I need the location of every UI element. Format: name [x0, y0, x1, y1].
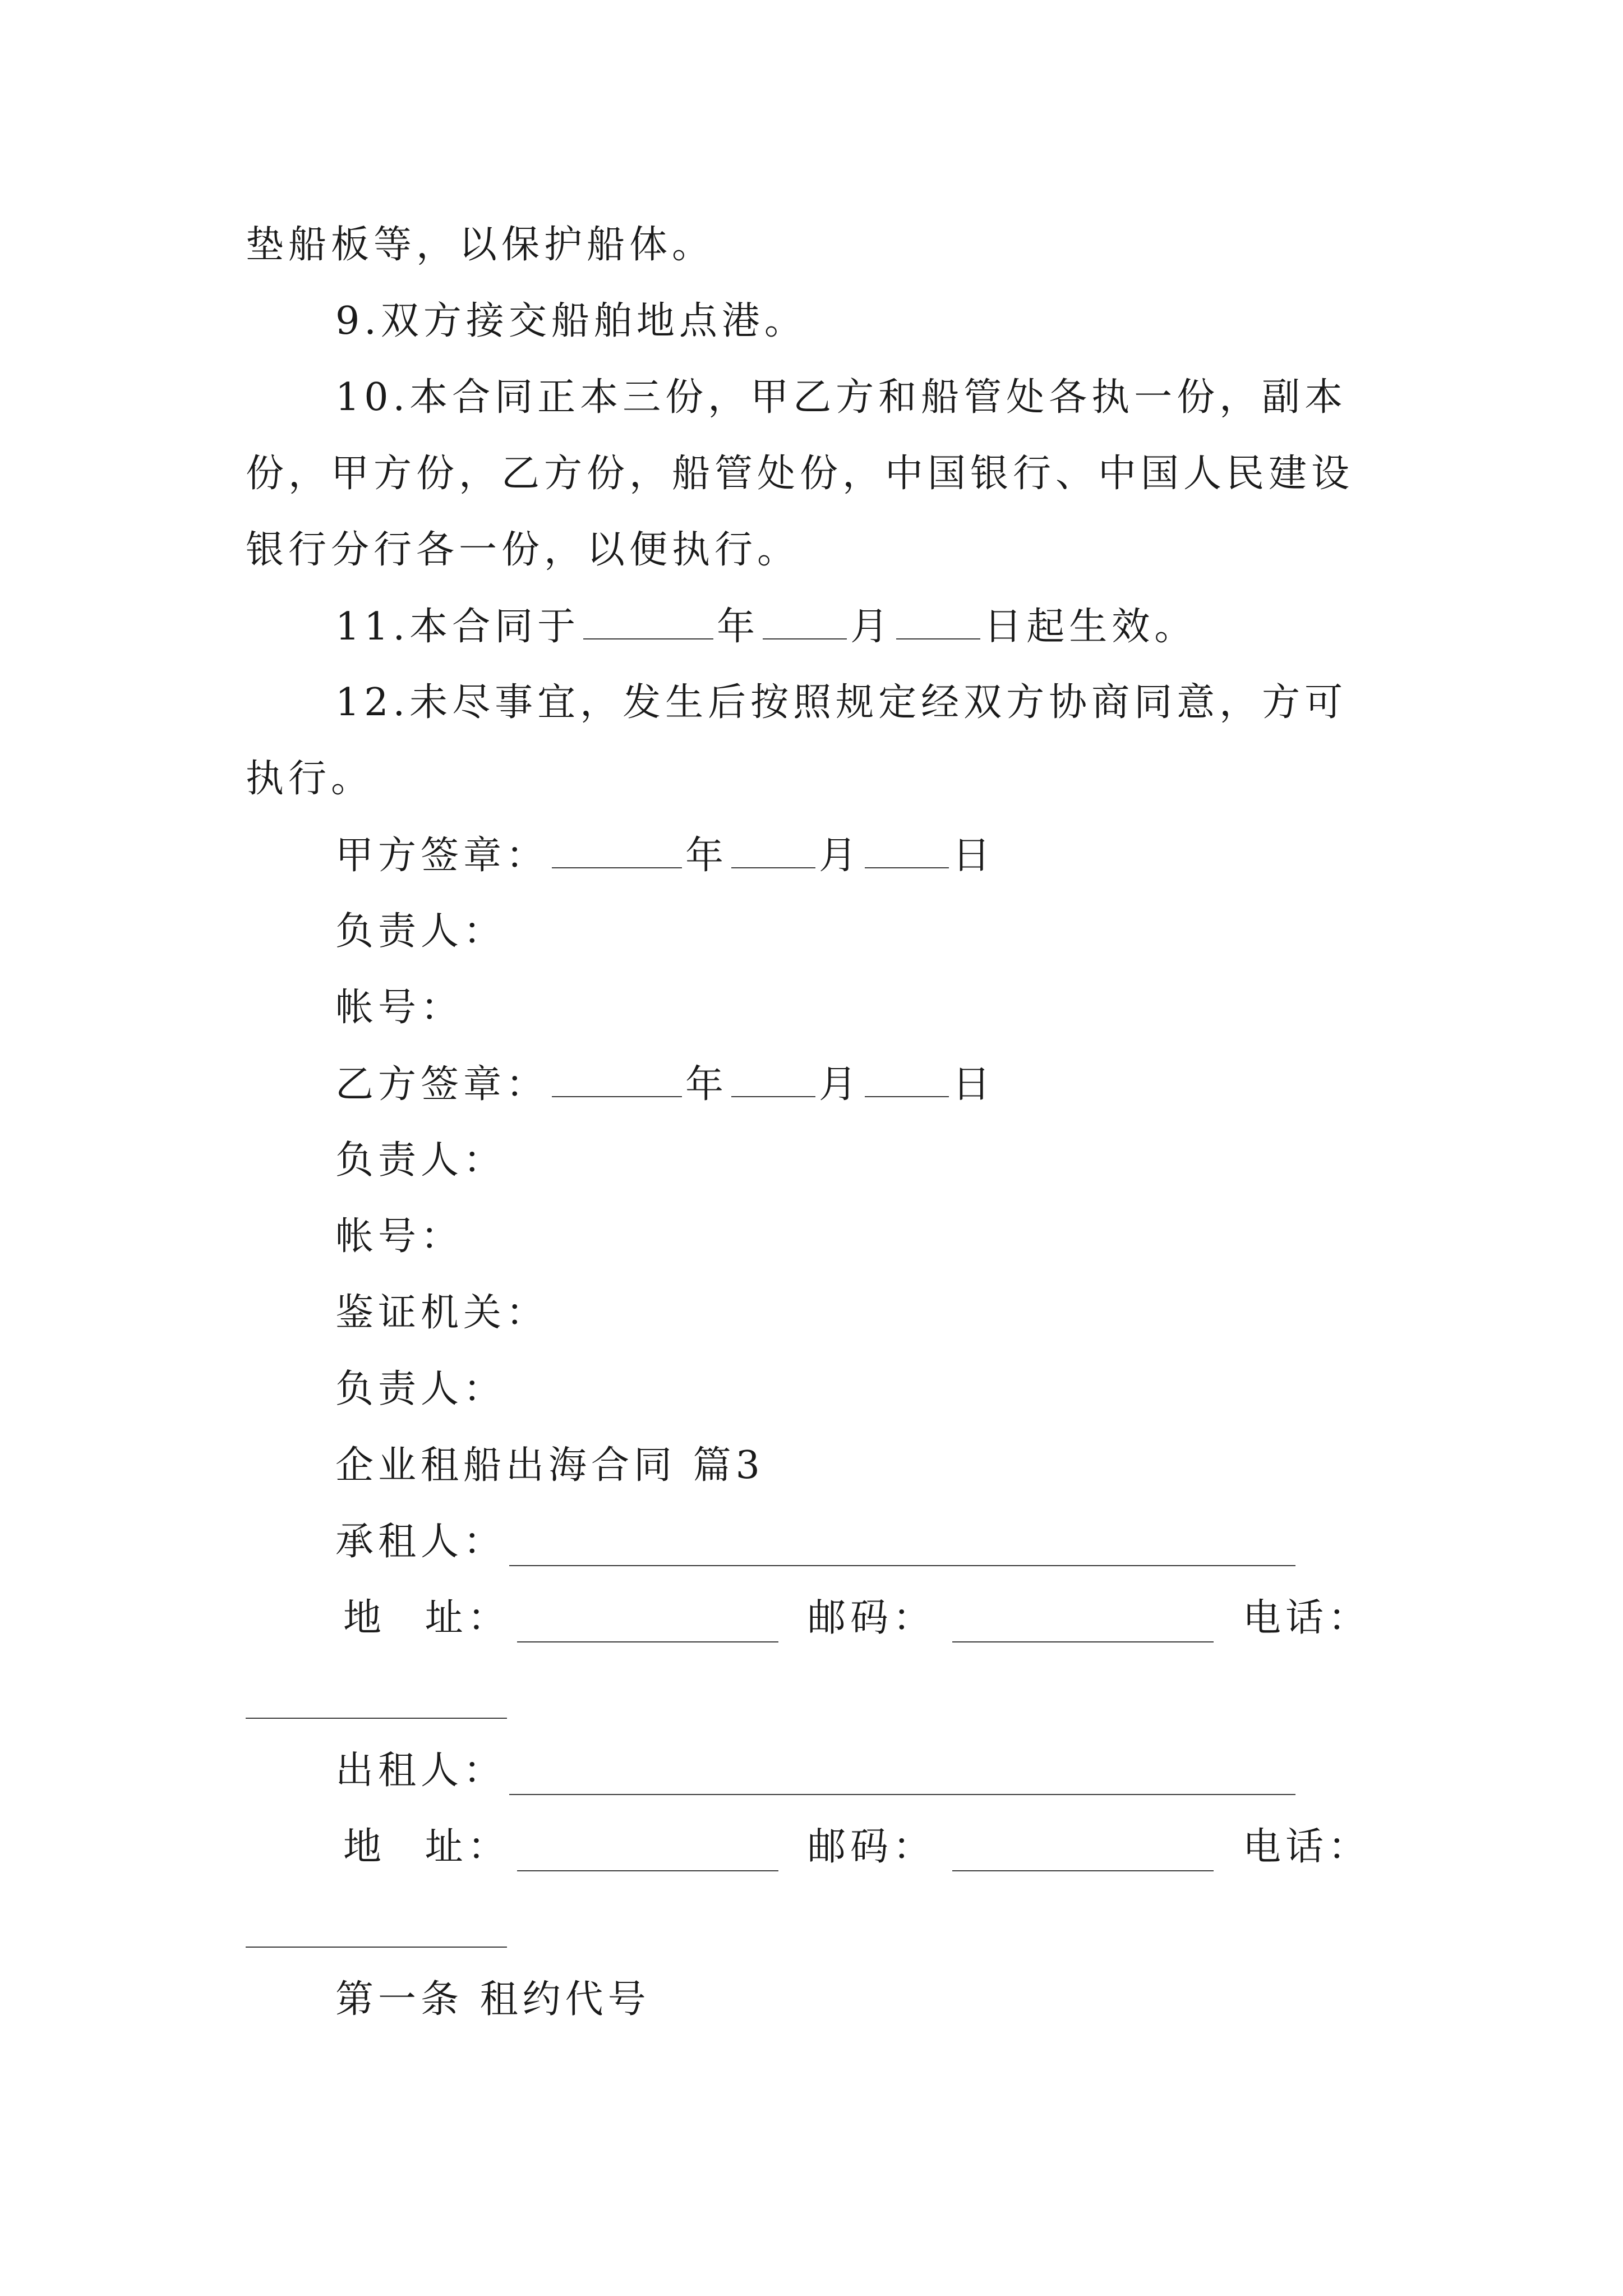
- party-b-person: 负责人：: [335, 1138, 506, 1182]
- lessor-address-label: 地 址：: [343, 1825, 510, 1869]
- party-b-day: 日: [952, 1062, 995, 1107]
- lessor-address-blank: [517, 1870, 778, 1871]
- clause-11-prefix: 11.本合同于: [335, 605, 580, 649]
- month-blank: [731, 830, 815, 868]
- clause-10-line-3: 银行分行各一份，以便执行。: [246, 528, 800, 572]
- year-blank: [552, 1059, 682, 1097]
- lessor-postcode-blank: [952, 1870, 1214, 1871]
- party-b-month: 月: [819, 1062, 862, 1107]
- article-1-heading: 第一条 租约代号: [335, 1977, 651, 2022]
- lessee-postcode-label: 邮码：: [808, 1596, 936, 1640]
- party-a-day: 日: [952, 834, 995, 878]
- party-b-label: 乙方签章：: [335, 1062, 549, 1107]
- lessor-phone-blank: [246, 1947, 507, 1948]
- party-a-label: 甲方签章：: [335, 834, 549, 878]
- party-a-year: 年: [685, 834, 728, 878]
- party-a-signature: [335, 830, 995, 881]
- clause-11-year: 年: [717, 605, 760, 649]
- lessee-phone-blank: [246, 1718, 507, 1719]
- party-b-signature: [335, 1059, 995, 1110]
- lessor-name-blank: [509, 1794, 1295, 1795]
- party-a-account: 帐号：: [335, 986, 464, 1030]
- lessor-postcode-label: 邮码：: [808, 1825, 936, 1869]
- month-blank: [731, 1059, 815, 1097]
- authority-person: 负责人：: [335, 1367, 506, 1411]
- clause-12-line-2: 执行。: [246, 757, 374, 801]
- clause-10-line-2: 份，甲方份，乙方份，船管处份，中国银行、中国人民建设: [246, 452, 1354, 496]
- clause-9: 9.双方接交船舶地点港。: [335, 299, 807, 343]
- lessee-postcode-blank: [952, 1641, 1214, 1642]
- authority-label: 鉴证机关：: [335, 1291, 549, 1335]
- day-blank: [896, 601, 980, 639]
- party-a-month: 月: [819, 834, 862, 878]
- lessee-name-blank: [509, 1565, 1295, 1566]
- party-b-year: 年: [685, 1062, 728, 1107]
- clause-11-suffix: 日起生效。: [984, 605, 1197, 649]
- lessee-address-label: 地 址：: [343, 1596, 510, 1640]
- lessor-label: 出租人：: [335, 1749, 506, 1793]
- clause-11: [335, 601, 1197, 652]
- day-blank: [865, 1059, 949, 1097]
- lessor-phone-label: 电话：: [1243, 1825, 1371, 1869]
- year-blank: [583, 601, 713, 639]
- party-b-account: 帐号：: [335, 1214, 464, 1259]
- day-blank: [865, 830, 949, 868]
- clause-10-line-1: 10.本合同正本三份，甲乙方和船管处各执一份，副本: [335, 375, 1348, 420]
- paragraph-line: 垫船板等，以保护船体。: [246, 223, 715, 267]
- party-a-person: 负责人：: [335, 909, 506, 954]
- lessee-label: 承租人：: [335, 1520, 506, 1564]
- clause-11-month: 月: [850, 605, 893, 649]
- year-blank: [552, 830, 682, 868]
- lessee-phone-label: 电话：: [1243, 1596, 1371, 1640]
- section-heading: 企业租船出海合同 篇3: [335, 1443, 764, 1488]
- lessee-address-blank: [517, 1641, 778, 1642]
- month-blank: [763, 601, 847, 639]
- clause-12-line-1: 12.未尽事宜，发生后按照规定经双方协商同意，方可: [335, 680, 1348, 725]
